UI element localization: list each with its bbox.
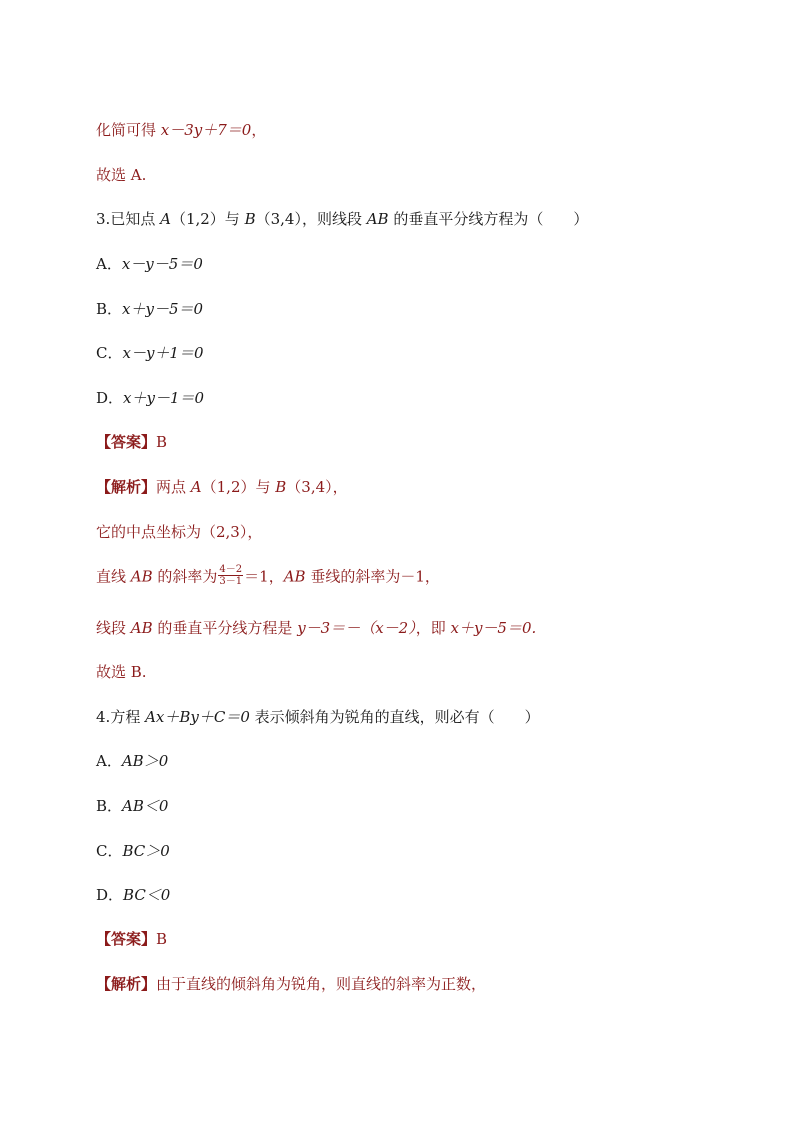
solution-line-simplify — [96, 120, 266, 140]
segment-label: AB — [130, 567, 153, 586]
answer-value: B — [156, 930, 168, 948]
option-expression: BC＞0 — [122, 842, 170, 860]
equation: x＋y－5＝0. — [450, 619, 537, 637]
segment-label: AB — [283, 567, 306, 586]
option-expression: AB＞0 — [121, 752, 169, 770]
q3-option-a — [96, 254, 203, 274]
option-label: D． — [96, 886, 124, 904]
q3-solution-line-2 — [96, 522, 262, 542]
q4-answer — [96, 929, 167, 949]
option-label: D． — [96, 389, 124, 407]
text-segment: 化简可得 — [96, 121, 161, 139]
text-segment: 的垂直平分线方程为（ ） — [388, 210, 589, 228]
equation: Ax＋By＋C＝0 — [145, 708, 250, 726]
text-segment: 它的中点坐标为（2,3）， — [96, 523, 263, 541]
q3-solution-line-1 — [96, 477, 348, 497]
answer-tag: 【答案】 — [96, 930, 157, 948]
option-expression: x－y－5＝0 — [121, 255, 203, 273]
question-number: 4. — [96, 708, 111, 726]
option-label: B． — [96, 797, 123, 815]
equation: y－3＝－（x－2） — [297, 619, 416, 637]
question-3 — [96, 209, 588, 229]
solution-tag: 【解析】 — [96, 975, 157, 993]
text-segment: 的斜率为 — [152, 567, 218, 586]
q4-option-b — [96, 796, 168, 816]
option-label: C． — [96, 842, 123, 860]
segment-label: AB — [130, 619, 153, 637]
text-segment: 方程 — [110, 708, 146, 726]
text-segment: （3,4），则线段 — [255, 210, 367, 228]
equation: x－3y＋7＝0 — [160, 121, 252, 139]
option-expression: x－y＋1＝0 — [122, 344, 204, 362]
fraction-numerator: 4－2 — [219, 564, 243, 575]
option-label: C． — [96, 344, 123, 362]
option-expression: x＋y－1＝0 — [123, 389, 205, 407]
q3-solution-line-3 — [96, 566, 440, 589]
q4-solution-line-1 — [96, 974, 486, 994]
solution-tag: 【解析】 — [96, 478, 157, 496]
text-segment: 线段 — [96, 619, 131, 637]
text-segment: 两点 — [156, 478, 191, 496]
point-label: A — [160, 210, 171, 228]
text-segment: 故选 B. — [96, 663, 147, 681]
segment-label: AB — [366, 210, 389, 228]
answer-value: B — [156, 433, 168, 451]
point-label: B — [275, 478, 287, 496]
text-segment: 由于直线的倾斜角为锐角，则直线的斜率为正数， — [156, 975, 487, 993]
question-number: 3. — [96, 210, 111, 228]
text-segment: ，即 — [415, 619, 451, 637]
q3-answer — [96, 432, 167, 452]
q4-option-c — [96, 841, 170, 861]
option-expression: x＋y－5＝0 — [122, 300, 204, 318]
q4-option-a — [96, 751, 168, 771]
point-label: A — [190, 478, 202, 496]
q3-option-b — [96, 299, 203, 319]
text-segment: ， — [251, 121, 267, 139]
q3-option-d — [96, 388, 204, 408]
slope-fraction — [218, 564, 243, 587]
text-segment: 直线 — [96, 567, 131, 586]
q4-option-d — [96, 885, 170, 905]
text-segment: ＝1， — [244, 567, 284, 586]
fraction-denominator: 3－1 — [219, 576, 243, 587]
text-segment: （3,4）， — [286, 478, 348, 496]
option-label: B． — [96, 300, 123, 318]
answer-choice: A. — [130, 166, 147, 184]
option-label: A． — [96, 752, 122, 770]
text-segment: 已知点 — [110, 210, 161, 228]
text-segment: 垂线的斜率为－1， — [305, 567, 440, 586]
q3-solution-line-4 — [96, 618, 536, 638]
answer-tag: 【答案】 — [96, 433, 157, 451]
q3-option-c — [96, 343, 204, 363]
question-4 — [96, 707, 540, 727]
option-label: A． — [96, 255, 122, 273]
text-segment: 的垂直平分线方程是 — [152, 619, 298, 637]
option-expression: BC＜0 — [123, 886, 171, 904]
text-segment: （1,2）与 — [201, 478, 276, 496]
text-segment: 表示倾斜角为锐角的直线，则必有（ ） — [249, 708, 540, 726]
text-segment: （1,2）与 — [170, 210, 245, 228]
point-label: B — [244, 210, 256, 228]
solution-line-choose — [96, 165, 146, 185]
text-segment: 故选 — [96, 166, 131, 184]
q3-solution-line-5 — [96, 662, 147, 682]
option-expression: AB＜0 — [122, 797, 169, 815]
